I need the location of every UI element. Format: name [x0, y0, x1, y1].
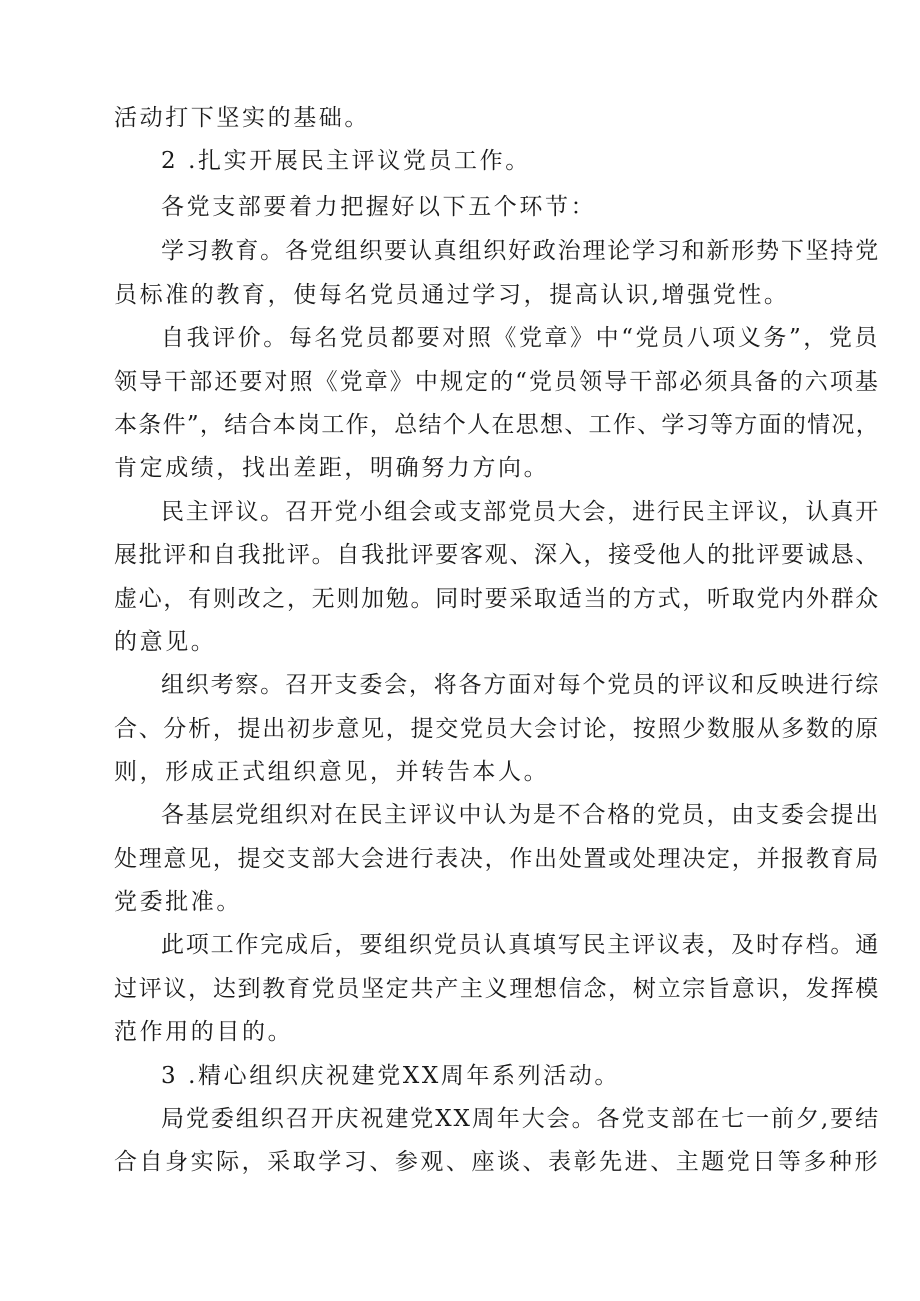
text-line: 员标准的教育，使每名党员通过学习，提高认识,增强党性。	[114, 282, 790, 308]
text-line: 虚心，有则改之，无则加勉。同时要采取适当的方式，听取党内外群众	[114, 586, 880, 612]
section-heading: 2 .扎实开展民主评议党员工作。	[161, 148, 531, 174]
paragraph-first-line: 自我评价。每名党员都要对照《党章》中“党员八项义务”，党员	[161, 325, 880, 351]
text-line: 肯定成绩，找出差距，明确努力方向。	[114, 455, 550, 481]
text-line: 范作用的目的。	[114, 1019, 294, 1045]
text-line: 党委批准。	[114, 889, 242, 915]
paragraph-first-line: 各党支部要着力把握好以下五个环节：	[161, 194, 597, 220]
paragraph-first-line: 此项工作完成后，要组织党员认真填写民主评议表，及时存档。通	[161, 932, 880, 958]
paragraph-first-line: 组织考察。召开支委会，将各方面对每个党员的评议和反映进行综	[161, 672, 880, 698]
text-line: 领导干部还要对照《党章》中规定的“党员领导干部必须具备的六项基	[114, 369, 880, 395]
text-line: 则，形成正式组织意见，并转告本人。	[114, 759, 550, 785]
paragraph-first-line: 学习教育。各党组织要认真组织好政治理论学习和新形势下坚持党	[161, 238, 880, 264]
paragraph-first-line: 民主评议。召开党小组会或支部党员大会，进行民主评议，认真开	[161, 499, 880, 525]
text-line: 合自身实际，采取学习、参观、座谈、表彰先进、主题党日等多种形	[114, 1149, 880, 1175]
text-line: 活动打下坚实的基础。	[114, 105, 370, 131]
text-line: 展批评和自我批评。自我批评要客观、深入，接受他人的批评要诚恳、	[114, 542, 880, 568]
text-line: 的意见。	[114, 629, 217, 655]
text-line: 本条件”，结合本岗工作，总结个人在思想、工作、学习等方面的情况，	[114, 412, 880, 438]
section-heading: 3 .精心组织庆祝建党XX周年系列活动。	[161, 1063, 621, 1089]
text-line: 过评议，达到教育党员坚定共产主义理想信念，树立宗旨意识，发挥模	[114, 976, 880, 1002]
paragraph-first-line: 局党委组织召开庆祝建党XX周年大会。各党支部在七一前夕,要结	[161, 1106, 880, 1132]
paragraph-first-line: 各基层党组织对在民主评议中认为是不合格的党员，由支委会提出	[161, 802, 880, 828]
text-line: 处理意见，提交支部大会进行表决，作出处置或处理决定，并报教育局	[114, 846, 880, 872]
text-line: 合、分析，提出初步意见，提交党员大会讨论，按照少数服从多数的原	[114, 716, 880, 742]
